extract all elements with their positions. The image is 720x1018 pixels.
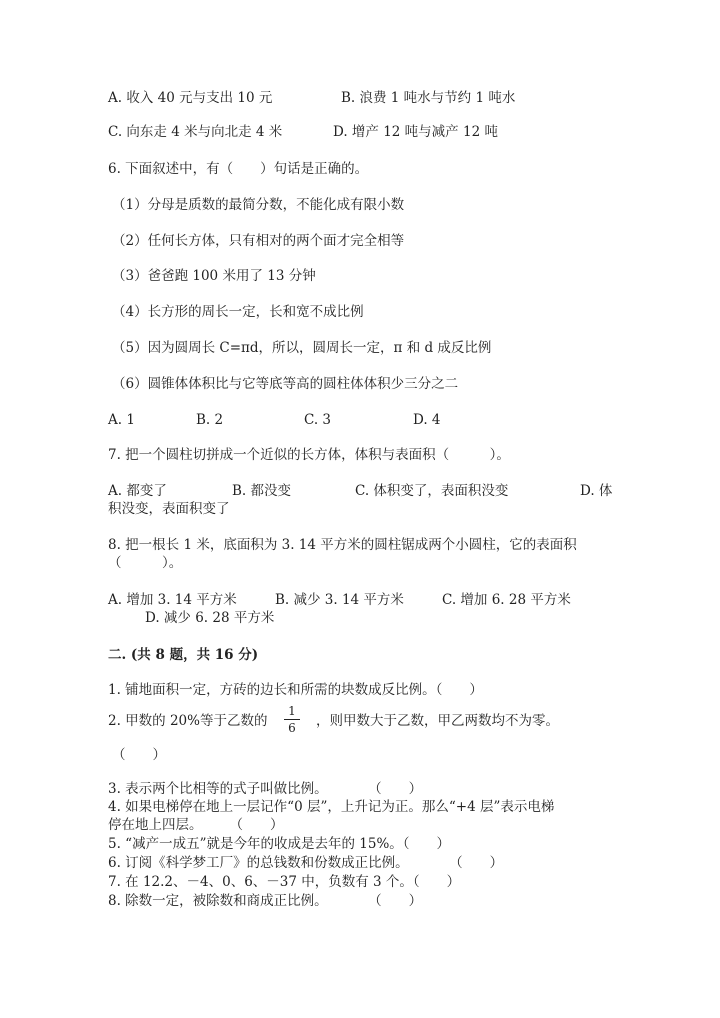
tf-question-7: 7. 在 12.2、－4、0、6、－37 中，负数有 3 个。（ ）: [108, 874, 461, 890]
tf-question-5: 5. “减产一成五”就是今年的收成是去年的 15%。（ ）: [108, 836, 451, 852]
q7-stem: 7. 把一个圆柱切拼成一个近似的长方体，体积与表面积（ ）。: [108, 447, 510, 463]
q8-option-d: D. 减少 6. 28 平方米: [145, 610, 275, 626]
q8-stem-line1: 8. 把一根长 1 米，底面积为 3. 14 平方米的圆柱锯成两个小圆柱，它的表面积: [108, 537, 577, 553]
fraction-numerator: 1: [288, 704, 296, 718]
q8-option-b: B. 减少 3. 14 平方米: [275, 592, 404, 608]
q6-statement-3: （3）爸爸跑 100 米用了 13 分钟: [112, 268, 316, 284]
tf-question-2-before: 2. 甲数的 20%等于乙数的: [108, 713, 268, 729]
q8-stem-line2: （ ）。: [108, 555, 183, 571]
q6-option-a: A. 1: [108, 412, 135, 428]
tf-question-3: 3. 表示两个比相等的式子叫做比例。 （ ）: [108, 781, 423, 797]
q8-option-a: A. 增加 3. 14 平方米: [108, 592, 237, 608]
q5-option-c: C. 向东走 4 米与向北走 4 米: [108, 124, 283, 140]
tf-question-4-line2: 停在地上四层。 （ ）: [108, 817, 284, 833]
q7-option-d-continuation: 积没变，表面积变了: [108, 501, 230, 517]
tf-question-8: 8. 除数一定，被除数和商成正比例。 （ ）: [108, 893, 423, 909]
tf-question-1: 1. 铺地面积一定，方砖的边长和所需的块数成反比例。（ ）: [108, 682, 483, 698]
q6-statement-4: （4）长方形的周长一定，长和宽不成比例: [112, 304, 364, 320]
fraction-denominator: 6: [288, 721, 296, 735]
tf-question-6: 6. 订阅《科学梦工厂》的总钱数和份数成正比例。 （ ）: [108, 855, 504, 871]
q6-option-d: D. 4: [413, 412, 441, 428]
q7-option-d: D. 体: [580, 483, 613, 499]
tf-question-2-paren: （ ）: [112, 747, 166, 763]
q6-stem: 6. 下面叙述中，有（ ）句话是正确的。: [108, 161, 369, 177]
q6-statement-1: （1）分母是质数的最简分数，不能化成有限小数: [112, 197, 405, 213]
q5-option-a: A. 收入 40 元与支出 10 元: [108, 90, 273, 106]
tf-question-4-line1: 4. 如果电梯停在地上一层记作“0 层”，上升记为正。那么“+4 层”表示电梯: [108, 799, 555, 815]
q6-option-b: B. 2: [196, 412, 224, 428]
q7-option-a: A. 都变了: [108, 483, 167, 499]
q6-statement-2: （2）任何长方体，只有相对的两个面才完全相等: [112, 233, 405, 249]
q5-option-d: D. 增产 12 吨与减产 12 吨: [333, 124, 498, 140]
q7-option-b: B. 都没变: [232, 483, 292, 499]
q6-statement-6: （6）圆锥体体积比与它等底等高的圆柱体体积少三分之二: [112, 376, 459, 392]
q8-option-c: C. 增加 6. 28 平方米: [442, 592, 571, 608]
section-heading: 二. (共 8 题，共 16 分): [108, 647, 259, 663]
q6-option-c: C. 3: [304, 412, 332, 428]
q6-statement-5: （5）因为圆周长 C=πd，所以，圆周长一定，π 和 d 成反比例: [112, 340, 492, 356]
fraction-one-sixth: [284, 704, 300, 735]
q7-option-c: C. 体积变了，表面积没变: [355, 483, 509, 499]
fraction-bar: [284, 719, 300, 720]
tf-question-2-after: ，则甲数大于乙数，甲乙两数均不为零。: [316, 713, 559, 729]
q5-option-b: B. 浪费 1 吨水与节约 1 吨水: [341, 90, 516, 106]
